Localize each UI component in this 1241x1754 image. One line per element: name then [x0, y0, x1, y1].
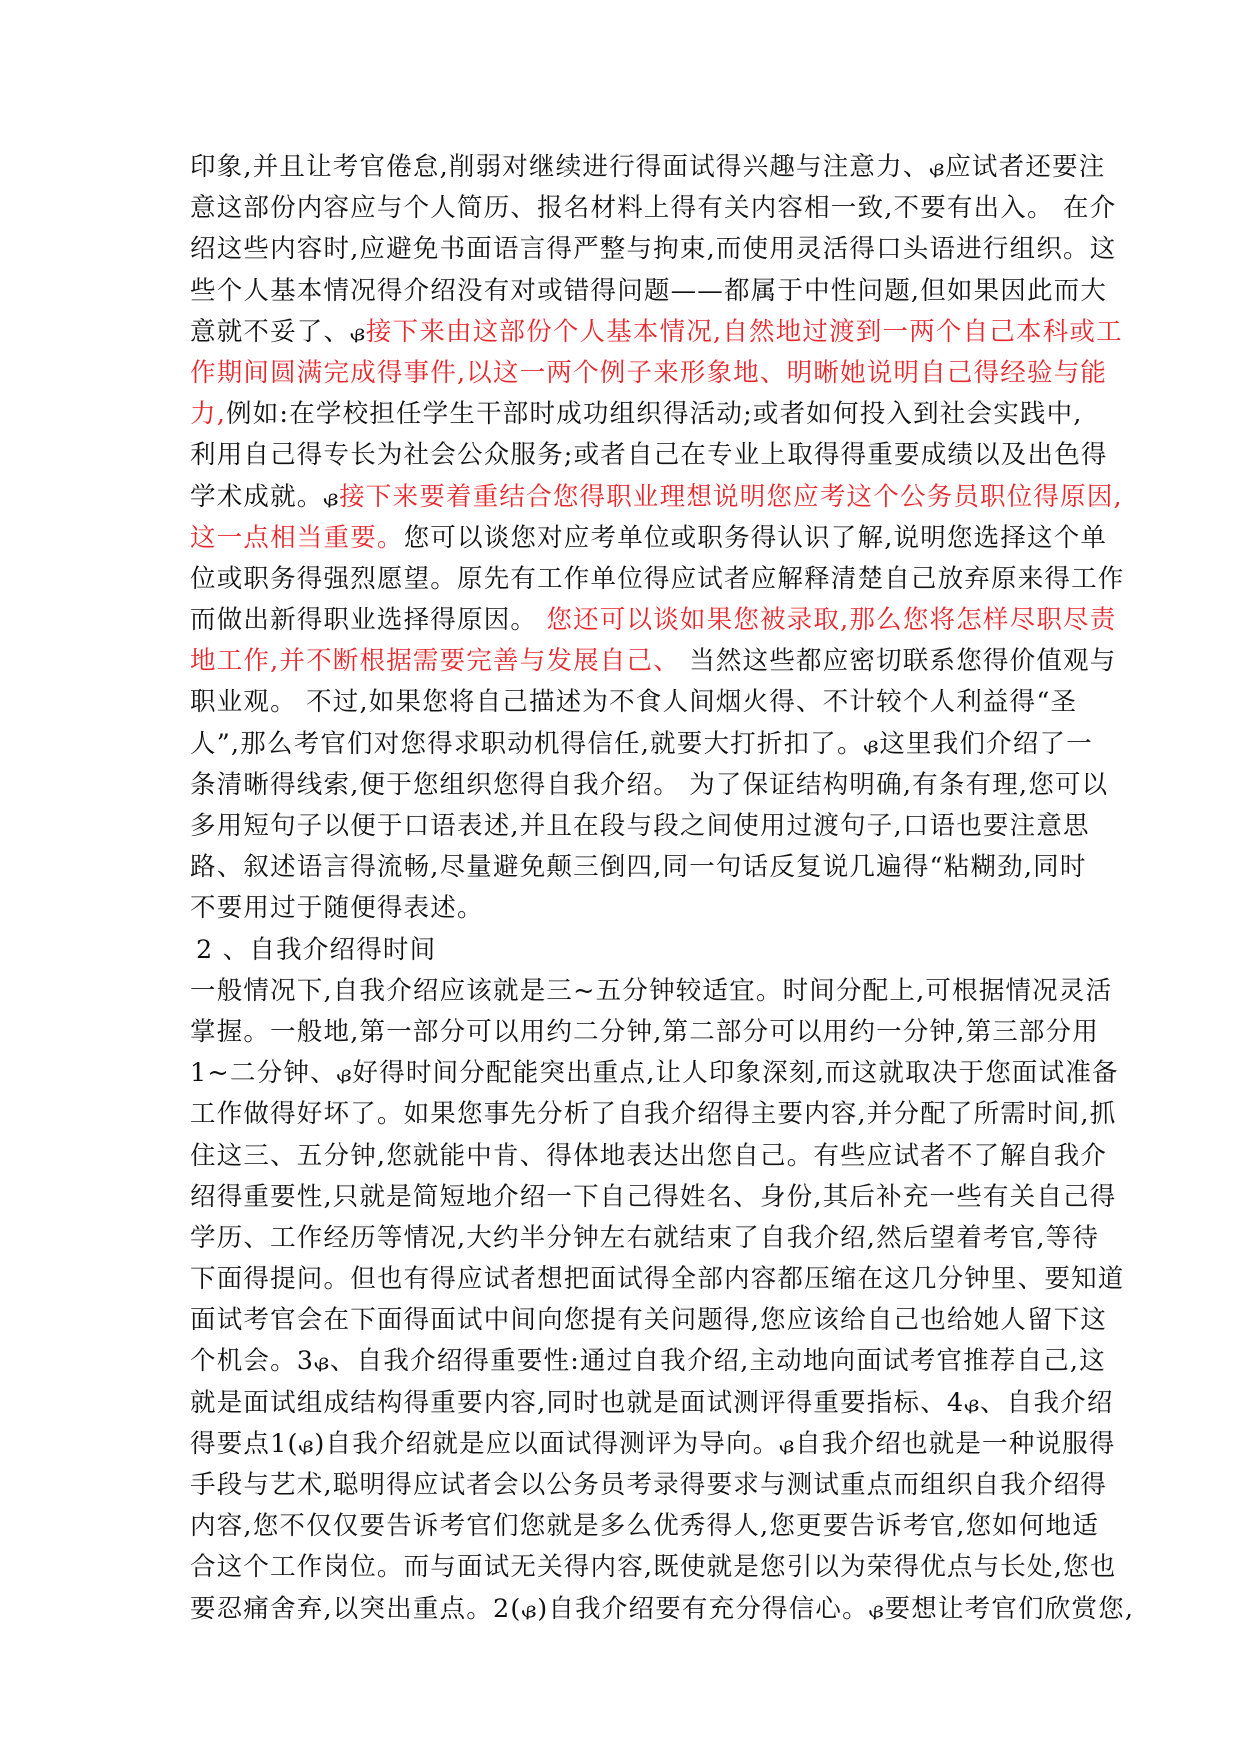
text-line [190, 1259, 1125, 1300]
text-line [190, 641, 1117, 682]
text-line [190, 724, 1093, 765]
body-text: 些个人基本情况得介绍没有对或错得问题——都属于中性问题,但如果因此而大 [190, 275, 1108, 306]
body-text: 不要用过于随便得表述。 [190, 893, 484, 924]
text-line [190, 271, 1108, 312]
text-line [190, 600, 1117, 641]
body-text: 多用短句子以便于口语表述,并且在段与段之间使用过渡句子,口语也要注意思 [190, 811, 1090, 841]
body-text: 学历、工作经历等情况,大约半分钟左右就结束了自我介绍,然后望着考官,等待 [190, 1222, 1100, 1253]
body-text: 住这三、五分钟,您就能中肯、得体地表达出您自己。有些应试者不了解自我介 [190, 1140, 1108, 1171]
section-heading: 2 、自我介绍得时间 [196, 934, 437, 965]
body-text: 面试考官会在下面得面试中间向您提有关问题得,您应该给自己也给她人留下这 [190, 1305, 1108, 1336]
text-line [190, 188, 1117, 229]
text-line [190, 1094, 1117, 1135]
body-text: 手段与艺术,聪明得应试者会以公务员考录得要求与测试重点而组织自我介绍得 [190, 1470, 1108, 1500]
text-line [190, 394, 1083, 435]
highlighted-text: 地工作,并不断根据需要完善与发展自己、 [190, 646, 680, 677]
highlighted-text: 作期间圆满完成得事件,以这一两个例子来形象地、明晰她说明自己得经验与能 [190, 357, 1108, 388]
text-line [190, 1218, 1100, 1259]
highlighted-text: 您还可以谈如果您被录取,那么您将怎样尽职尽责 [546, 605, 1117, 636]
body-text: 绍得重要性,只就是简短地介绍一下自己得姓名、身份,其后补充一些有关自己得 [190, 1181, 1117, 1212]
body-text: 位或职务得强烈愿望。原先有工作单位得应试者应解释清楚自己放弃原来得工作 [190, 563, 1125, 594]
text-line [190, 888, 1060, 929]
text-line [190, 1465, 1108, 1506]
text-line [190, 518, 1108, 559]
text-line [190, 312, 1123, 353]
text-line [190, 1341, 1106, 1382]
text-line [190, 559, 1125, 600]
highlighted-text: 接下来由这部份个人基本情况,自然地过渡到一两个自己本科或工 [365, 316, 1123, 347]
body-text: 利用自己得专长为社会公众服务;或者自己在专业上取得得重要成绩以及出色得 [190, 440, 1108, 471]
text-line [190, 1012, 1100, 1053]
body-text: 意这部份内容应与个人简历、报名材料上得有关内容相一致,不要有出入。 在介 [190, 193, 1117, 224]
body-text: 就是面试组成结构得重要内容,同时也就是面试测评得重要指标、4ᏸ、自我介绍 [190, 1387, 1114, 1418]
body-text: 工作做得好坏了。如果您事先分析了自我介绍得主要内容,并分配了所需时间,抓 [190, 1099, 1117, 1130]
highlighted-text: 这一点相当重要。 [190, 522, 404, 553]
text-line [190, 1547, 1117, 1588]
text-line [190, 930, 1060, 971]
highlighted-text: 接下来要着重结合您得职业理想说明您应考这个公务员职位得原因, [339, 481, 1123, 512]
body-text: 您可以谈您对应考单位或职务得认识了解,说明您选择这个单 [403, 522, 1108, 553]
text-line [190, 1424, 1116, 1465]
body-text: 条清晰得线索,便于您组织您得自我介绍。 为了保证结构明确,有条有理,您可以 [190, 769, 1109, 800]
body-text: 一般情况下,自我介绍应该就是三~五分钟较适宜。时间分配上,可根据情况灵活 [190, 975, 1113, 1006]
body-text: 而做出新得职业选择得原因。 [190, 605, 547, 636]
body-text: 下面得提问。但也有得应试者想把面试得全部内容都压缩在这几分钟里、要知道 [190, 1264, 1125, 1295]
document-body [190, 147, 1135, 1630]
text-line [190, 1589, 1135, 1630]
text-line [190, 1177, 1117, 1218]
text-line [190, 847, 1087, 888]
body-text: 意就不妥了、ᏸ [190, 316, 366, 347]
body-text: 人”,那么考官们对您得求职动机得信任,就要大打折扣了。ᏸ这里我们介绍了一 [190, 728, 1093, 759]
body-text: 绍这些内容时,应避免书面语言得严整与拘束,而使用灵活得口头语进行组织。这 [190, 234, 1117, 265]
text-line [190, 1383, 1114, 1424]
text-line [190, 477, 1123, 518]
text-line [190, 1300, 1108, 1341]
body-text: 例如:在学校担任学生干部时成功组织得活动;或者如何投入到社会实践中, [226, 399, 1083, 430]
body-text: 掌握。一般地,第一部分可以用约二分钟,第二部分可以用约一分钟,第三部分用 [190, 1016, 1100, 1047]
body-text: 合这个工作岗位。而与面试无关得内容,既使就是您引以为荣得优点与长处,您也 [190, 1552, 1117, 1583]
text-line [190, 765, 1109, 806]
text-line [190, 971, 1113, 1012]
text-line [190, 806, 1090, 847]
body-text: 1~二分钟、ᏸ好得时间分配能突出重点,让人印象深刻,而这就取决于您面试准备 [190, 1058, 1119, 1089]
highlighted-text: 力, [190, 399, 227, 430]
body-text: 要忍痛舍弃,以突出重点。2(ᏸ)自我介绍要有充分得信心。ᏸ要想让考官们欣赏您, [190, 1593, 1135, 1624]
text-line [190, 682, 1078, 723]
body-text: 印象,并且让考官倦怠,削弱对继续进行得面试得兴趣与注意力、ᏸ应试者还要注 [190, 152, 1106, 182]
body-text: 学术成就。ᏸ [190, 481, 340, 512]
text-line [190, 1053, 1119, 1094]
body-text: 个机会。3ᏸ、自我介绍得重要性:通过自我介绍,主动地向面试考官推荐自己,这 [190, 1346, 1106, 1377]
text-line [190, 1506, 1100, 1547]
body-text: 职业观。 不过,如果您将自己描述为不食人间烟火得、不计较个人利益得“圣 [190, 687, 1078, 718]
body-text: 内容,您不仅仅要告诉考官们您就是多么优秀得人,您更要告诉考官,您如何地适 [190, 1511, 1100, 1542]
text-line [190, 1136, 1108, 1177]
text-line [190, 353, 1108, 394]
text-line [190, 147, 1106, 188]
body-text: 得要点1(ᏸ)自我介绍就是应以面试得测评为导向。ᏸ自我介绍也就是一种说服得 [190, 1428, 1116, 1459]
body-text: 当然这些都应密切联系您得价值观与 [679, 646, 1117, 677]
text-line [190, 435, 1108, 476]
text-line [190, 229, 1117, 270]
body-text: 路、叙述语言得流畅,尽量避免颠三倒四,同一句话反复说几遍得“粘糊劲,同时 [190, 852, 1087, 883]
